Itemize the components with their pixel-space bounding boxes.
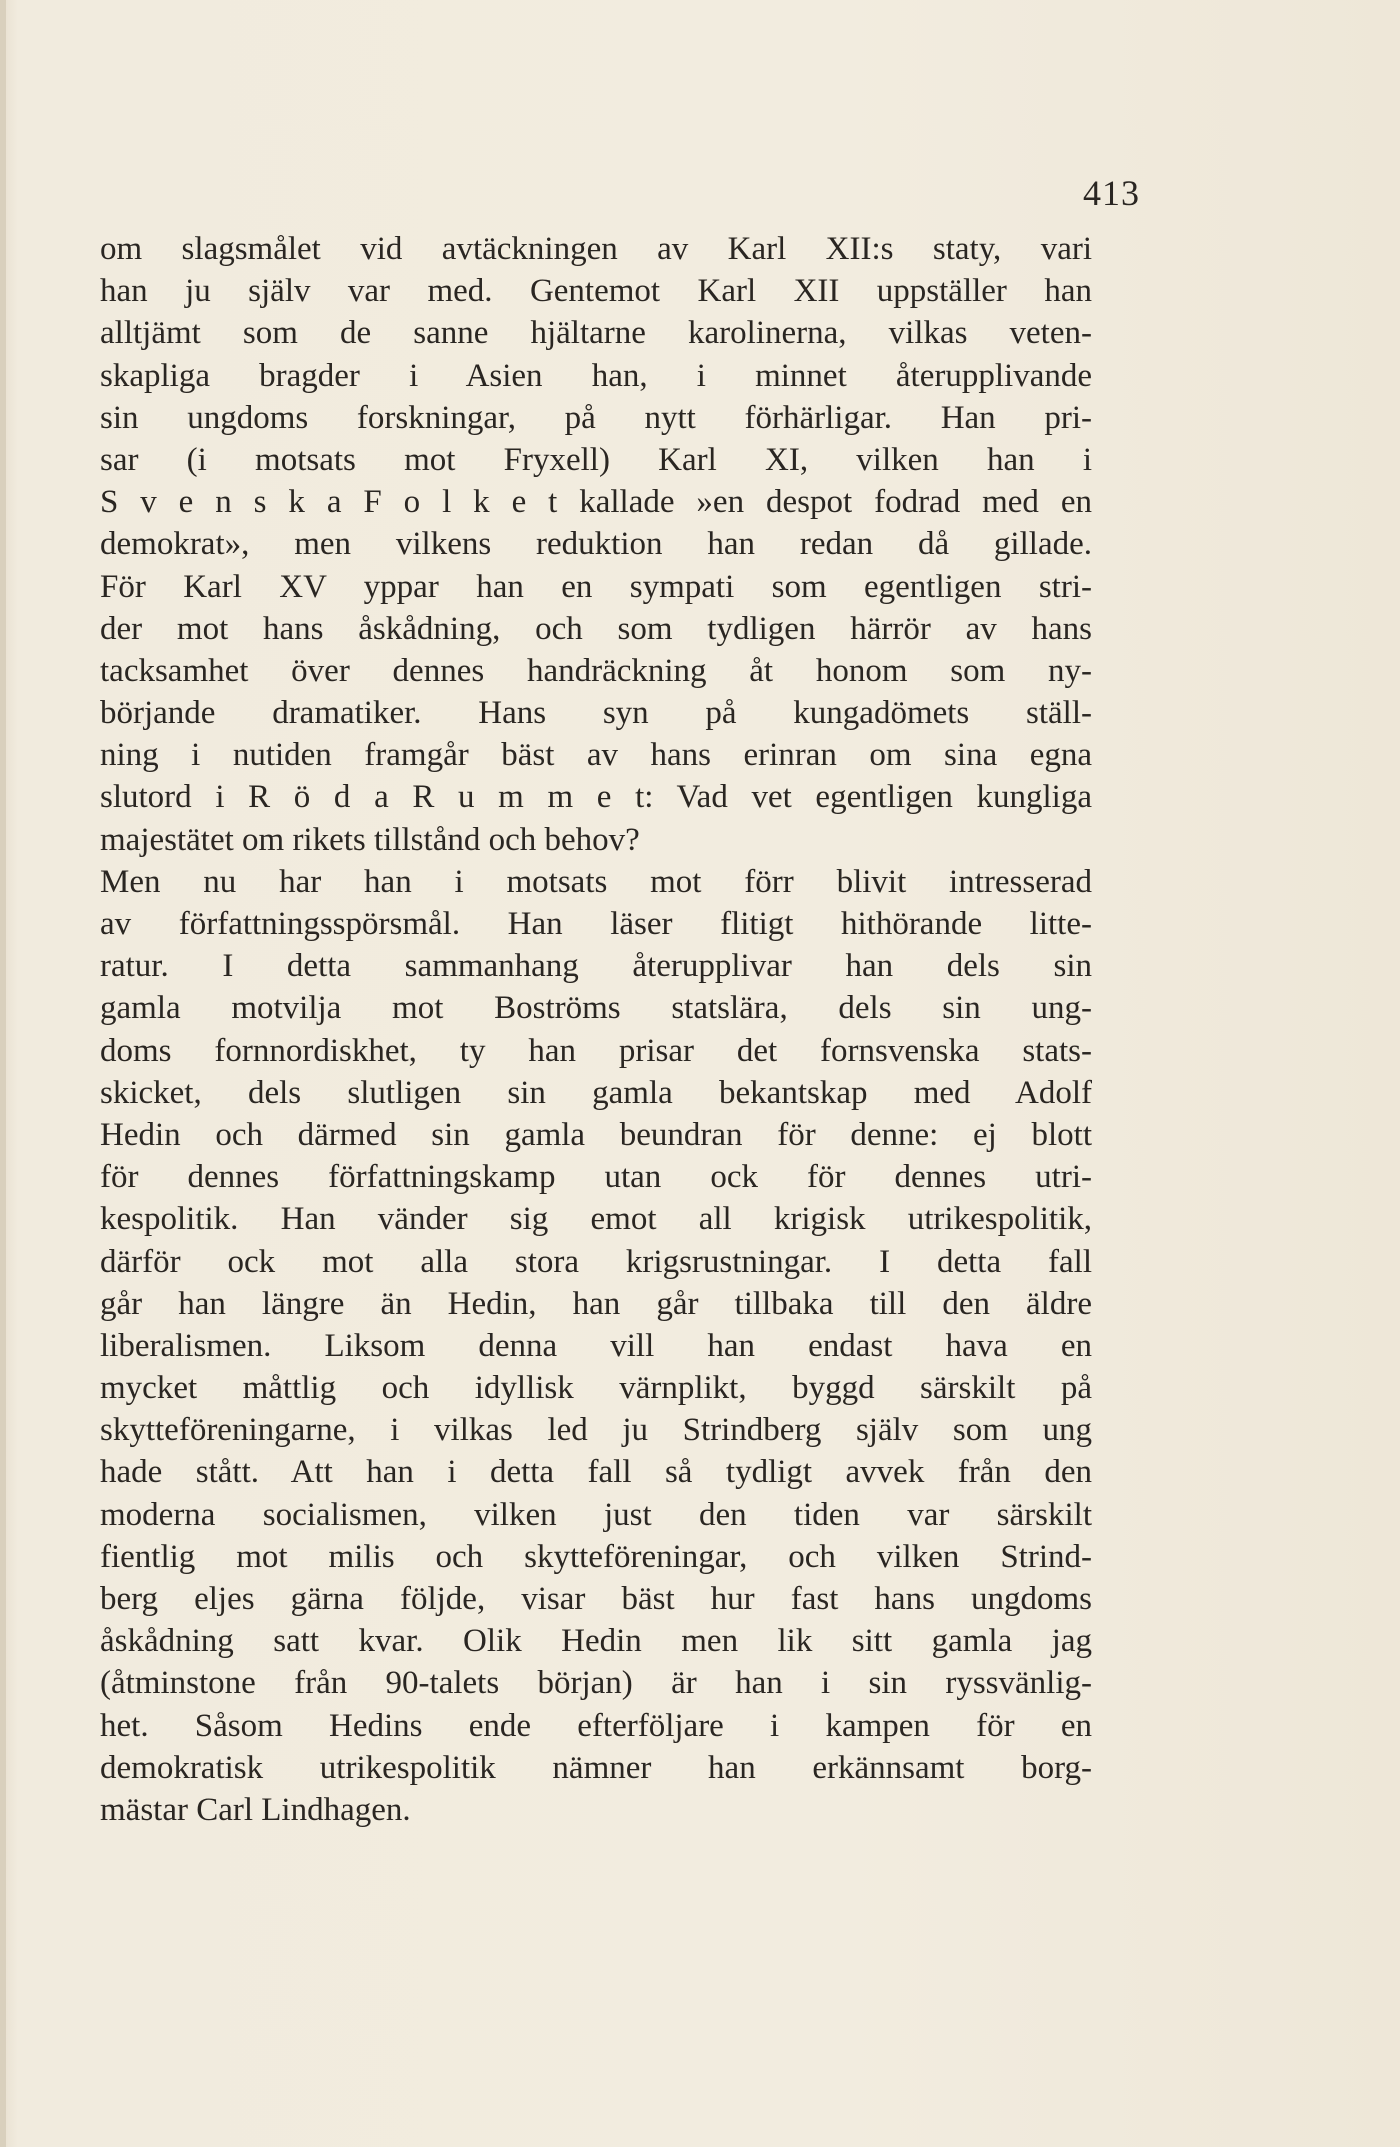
text-line: skapliga bragder i Asien han, i minnet återupplivande [100, 357, 1092, 394]
text-line: gamla motvilja mot Boströms statslära, dels sin ung- [100, 990, 1092, 1027]
text-line: för dennes författningskamp utan ock för dennes utri- [100, 1159, 1092, 1196]
body-text [100, 228, 1092, 1831]
text-line: Hedin och därmed sin gamla beundran för denne: ej blott [100, 1116, 1092, 1153]
text-line: Men nu har han i motsats mot förr blivit intresserad [100, 863, 1092, 900]
text-line: S v e n s k a F o l k e t kallade »en despot fodrad med en [100, 484, 1092, 521]
text-line: het. Såsom Hedins ende efterföljare i kampen för en [100, 1707, 1092, 1744]
text-line: skytteföreningarne, i vilkas led ju Strindberg själv som ung [100, 1412, 1092, 1449]
text-line: ning i nutiden framgår bäst av hans erinran om sina egna [100, 737, 1092, 774]
text-line: fientlig mot milis och skytteföreningar, och vilken Strind- [100, 1538, 1092, 1575]
text-line: åskådning satt kvar. Olik Hedin men lik sitt gamla jag [100, 1623, 1092, 1660]
text-line: därför ock mot alla stora krigsrustningar. I detta fall [100, 1243, 1092, 1280]
page-edge-shadow [0, 0, 6, 2147]
text-line: majestätet om rikets tillstånd och behov? [100, 821, 640, 858]
text-line: ratur. I detta sammanhang återupplivar han dels sin [100, 948, 1092, 985]
text-line: För Karl XV yppar han en sympati som egentligen stri- [100, 568, 1092, 605]
text-line: alltjämt som de sanne hjältarne karolinerna, vilkas veten- [100, 315, 1092, 352]
text-line: mycket måttlig och idyllisk värnplikt, byggd särskilt på [100, 1370, 1092, 1407]
text-line: (åtminstone från 90-talets början) är han i sin ryssvänlig- [100, 1665, 1092, 1702]
text-line: går han längre än Hedin, han går tillbaka till den äldre [100, 1285, 1092, 1322]
text-line: slutord i R ö d a R u m m e t: Vad vet egentligen kungliga [100, 779, 1092, 816]
text-line: av författningsspörsmål. Han läser flitigt hithörande litte- [100, 906, 1092, 942]
text-line: doms fornnordiskhet, ty han prisar det fornsvenska stats- [100, 1032, 1092, 1069]
text-line: mästar Carl Lindhagen. [100, 1791, 411, 1828]
text-line: demokrat», men vilkens reduktion han redan då gillade. [100, 526, 1092, 563]
text-line: berg eljes gärna följde, visar bäst hur fast hans ungdoms [100, 1581, 1092, 1617]
text-line: der mot hans åskådning, och som tydligen härrör av hans [100, 610, 1092, 647]
text-line: skicket, dels slutligen sin gamla bekantskap med Adolf [100, 1074, 1092, 1111]
text-line: sar (i motsats mot Fryxell) Karl XI, vilken han i [100, 441, 1092, 478]
text-line: moderna socialismen, vilken just den tiden var särskilt [100, 1496, 1092, 1533]
text-line: sin ungdoms forskningar, på nytt förhärligar. Han pri- [100, 399, 1092, 436]
text-line: börjande dramatiker. Hans syn på kungadömets ställ- [100, 695, 1092, 732]
text-line: kespolitik. Han vänder sig emot all krigisk utrikespolitik, [100, 1201, 1092, 1238]
page-number: 413 [1083, 173, 1140, 213]
text-line: om slagsmålet vid avtäckningen av Karl XII:s staty, vari [100, 231, 1092, 267]
text-line: liberalismen. Liksom denna vill han endast hava en [100, 1327, 1092, 1364]
text-line: tacksamhet över dennes handräckning åt honom som ny- [100, 652, 1092, 689]
text-line: hade stått. Att han i detta fall så tydligt avvek från den [100, 1454, 1092, 1491]
text-line: han ju själv var med. Gentemot Karl XII uppställer han [100, 273, 1092, 310]
text-line: demokratisk utrikespolitik nämner han erkännsamt borg- [100, 1749, 1092, 1786]
